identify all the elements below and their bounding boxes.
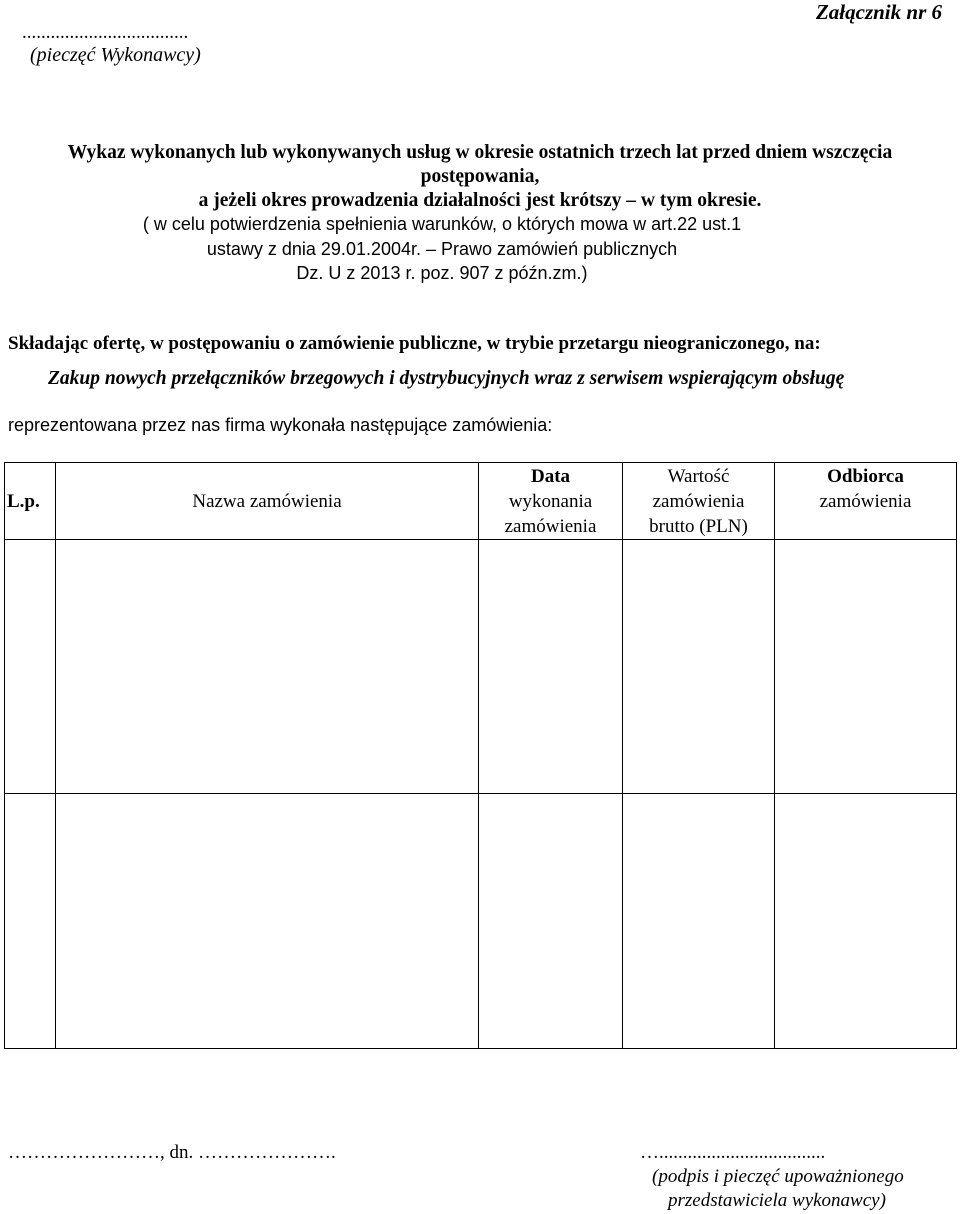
document-title-line-3: a jeżeli okres prowadzenia działalności jest krótszy – w tym okresie. (198, 190, 762, 211)
header-completion-date (479, 463, 623, 540)
header-gross-value-line-2: zamówienia (652, 491, 745, 512)
cell-order-name[interactable] (56, 540, 479, 794)
document-title-line-1: Wykaz wykonanych lub wykonywanych usług w okresie ostatnich trzech lat przed dniem wszczęcia (67, 142, 893, 163)
cell-gross-value[interactable] (623, 794, 775, 1049)
cell-gross-value[interactable] (623, 540, 775, 794)
header-recipient (775, 463, 957, 540)
offer-statement: Składając ofertę, w postępowaniu o zamówienie publiczne, w trybie przetargu nieograniczonego, na: (8, 333, 821, 354)
table-row (5, 540, 957, 794)
header-completion-date-line-1: Data (530, 466, 571, 487)
cell-completion-date[interactable] (479, 794, 623, 1049)
table-header-row (5, 463, 957, 540)
cell-completion-date[interactable] (479, 540, 623, 794)
header-order-name: Nazwa zamówienia (56, 463, 479, 540)
legal-note-line-2: ustawy z dnia 29.01.2004r. – Prawo zamówień publicznych (206, 239, 678, 259)
header-completion-date-line-3: zamówienia (504, 516, 597, 537)
header-lp: L.p. (5, 463, 56, 540)
cell-lp[interactable] (5, 540, 56, 794)
header-gross-value-line-1: Wartość (667, 466, 730, 487)
cell-recipient[interactable] (775, 540, 957, 794)
table-row (5, 794, 957, 1049)
cell-recipient[interactable] (775, 794, 957, 1049)
contractor-stamp-label: (pieczęć Wykonawcy) (30, 44, 201, 66)
completed-orders-table (4, 462, 957, 1049)
header-recipient-line-2: zamówienia (819, 491, 912, 512)
contractor-stamp-placeholder: ................................... (22, 22, 189, 43)
legal-note-line-3: Dz. U z 2013 r. poz. 907 z późn.zm.) (296, 263, 588, 283)
annex-number: Załącznik nr 6 (815, 0, 942, 24)
signature-placeholder: …................................... (640, 1142, 826, 1163)
procurement-subject: Zakup nowych przełączników brzegowych i dystrybucyjnych wraz z serwisem wspierającym obsługę (48, 368, 845, 389)
legal-note-line-1: ( w celu potwierdzenia spełnienia warunków, o których mowa w art.22 ust.1 (142, 214, 742, 234)
header-gross-value (623, 463, 775, 540)
header-gross-value-line-3: brutto (PLN) (649, 516, 748, 537)
cell-lp[interactable] (5, 794, 56, 1049)
header-completion-date-line-2: wykonania (508, 491, 593, 512)
signature-label-line-1: (podpis i pieczęć upoważnionego (652, 1166, 904, 1187)
signature-label-line-2: przedstawiciela wykonawcy) (668, 1190, 886, 1211)
document-title-line-2: postępowania, (420, 166, 540, 187)
cell-order-name[interactable] (56, 794, 479, 1049)
represented-statement: reprezentowana przez nas firma wykonała następujące zamówienia: (8, 415, 553, 435)
header-recipient-line-1: Odbiorca (827, 466, 904, 487)
place-and-date-line: ……………………, dn. …………………. (8, 1142, 336, 1163)
